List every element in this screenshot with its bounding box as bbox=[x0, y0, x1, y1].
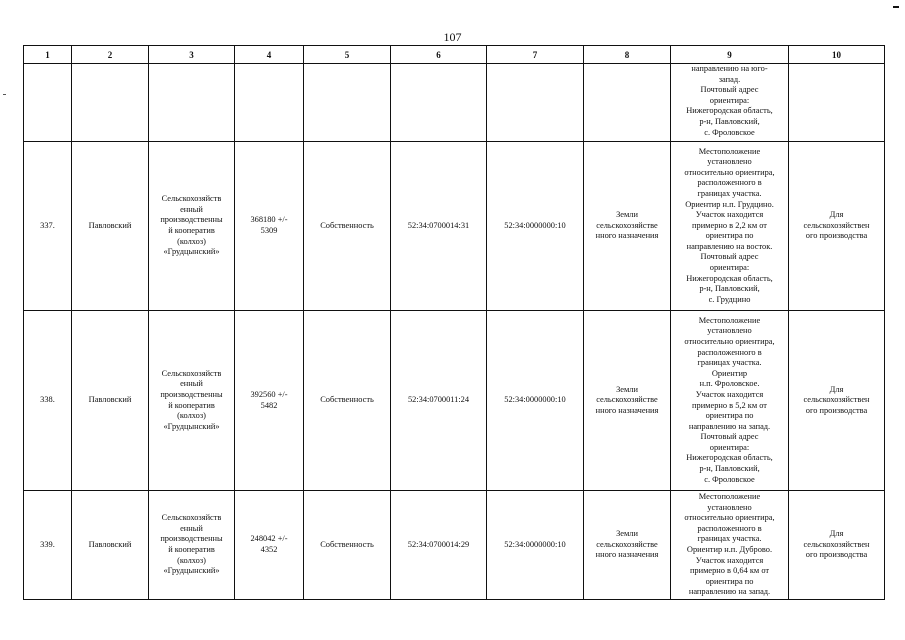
cell-text-line: Сельскохозяйств bbox=[161, 194, 222, 204]
cell-text-line: н.п. Фроловское. bbox=[699, 379, 760, 389]
cell-text-line: сельскохозяйствен bbox=[803, 539, 870, 549]
cell-text-line: относительно ориентира, bbox=[684, 167, 775, 177]
usage-cell bbox=[789, 491, 885, 600]
table-row bbox=[24, 142, 885, 311]
location-cell bbox=[671, 64, 789, 142]
cell-text-line: Почтовый адрес bbox=[700, 432, 759, 442]
cell-text-line: «Грудцынский» bbox=[163, 421, 220, 431]
right-type-cell: Собственность bbox=[304, 491, 391, 600]
cell-text-line: «Грудцынский» bbox=[163, 247, 220, 257]
parent-cadastral-cell: 52:34:0000000:10 bbox=[487, 142, 584, 311]
page-number: 107 bbox=[443, 30, 462, 44]
cadastral-number-cell: 52:34:0700014:31 bbox=[391, 142, 487, 311]
cell-text-line: ориентира по bbox=[705, 231, 754, 241]
owner-cell bbox=[149, 64, 235, 142]
table-row bbox=[24, 491, 885, 600]
cell-text-line: ориентира по bbox=[705, 576, 754, 586]
cell-text-line: запад. bbox=[718, 74, 741, 84]
cell-text-line: ориентира по bbox=[705, 411, 754, 421]
cell-text-line: с. Фроловское bbox=[704, 127, 755, 137]
cell-text-line: Для bbox=[829, 384, 844, 394]
column-header: 10 bbox=[789, 46, 885, 64]
cell-text-line: Участок находится bbox=[695, 555, 764, 565]
cell-text-line: (колхоз) bbox=[177, 236, 206, 246]
cell-text-line: Местоположение bbox=[698, 315, 761, 325]
column-header: 2 bbox=[72, 46, 149, 64]
cell-text-line: (колхоз) bbox=[177, 411, 206, 421]
district-cell: Павловский bbox=[72, 491, 149, 600]
scan-corner-mark bbox=[893, 6, 899, 8]
cell-text-line: производственны bbox=[160, 389, 223, 399]
usage-cell bbox=[789, 311, 885, 491]
cell-text-line: Нижегородская область, bbox=[686, 453, 773, 463]
cell-text-line: примерно в 0,64 км от bbox=[689, 566, 770, 576]
cell-text-line: ориентира: bbox=[709, 442, 750, 452]
cell-text-line: примерно в 5,2 км от bbox=[692, 400, 767, 410]
cell-text-line: Нижегородская область, bbox=[686, 106, 773, 116]
cell-text-line: относительно ориентира, bbox=[684, 336, 775, 346]
table-header-row bbox=[24, 46, 885, 64]
cell-text-line: енный bbox=[180, 379, 203, 389]
owner-cell bbox=[149, 491, 235, 600]
cell-text-line: Для bbox=[829, 210, 844, 220]
owner-cell bbox=[149, 311, 235, 491]
cell-text-line: нного назначения bbox=[595, 231, 659, 241]
cell-text-line: Сельскохозяйств bbox=[161, 513, 222, 523]
right-type-cell: Собственность bbox=[304, 142, 391, 311]
cell-text-line: ого производства bbox=[805, 231, 868, 241]
row-number-cell: 337. bbox=[24, 142, 72, 311]
land-category-cell bbox=[584, 64, 671, 142]
cell-text-line: границах участка. bbox=[697, 188, 762, 198]
cell-text-line: 392560 +/- bbox=[250, 389, 288, 399]
area-cell bbox=[235, 491, 304, 600]
cell-text-line: Земли bbox=[616, 384, 638, 394]
area-cell bbox=[235, 311, 304, 491]
cell-text-line: енный bbox=[180, 523, 203, 533]
column-header: 9 bbox=[671, 46, 789, 64]
cell-text-line: Ориентир bbox=[711, 368, 748, 378]
cell-text-line: Ориентир н.п. Дуброво. bbox=[686, 545, 773, 554]
cell-text-line: Участок находится bbox=[695, 389, 764, 399]
column-header: 6 bbox=[391, 46, 487, 64]
column-header: 5 bbox=[304, 46, 391, 64]
cell-text-line: 4352 bbox=[260, 545, 278, 554]
column-header: 8 bbox=[584, 46, 671, 64]
cell-text-line: относительно ориентира, bbox=[684, 513, 775, 523]
cell-text-line: Почтовый адрес bbox=[700, 252, 759, 262]
cell-text-line: производственны bbox=[160, 215, 223, 225]
district-cell: Павловский bbox=[72, 311, 149, 491]
cell-text-line: й кооператив bbox=[168, 400, 215, 410]
cadastral-number-cell: 52:34:0700014:29 bbox=[391, 491, 487, 600]
cell-text-line: направлению на восток. bbox=[686, 241, 773, 251]
row-number-cell: 338. bbox=[24, 311, 72, 491]
row-number-cell bbox=[24, 64, 72, 142]
cell-text-line: енный bbox=[180, 204, 203, 214]
cell-text-line: 248042 +/- bbox=[250, 534, 288, 544]
cell-text-line: Участок находится bbox=[695, 210, 764, 220]
area-cell bbox=[235, 64, 304, 142]
district-cell: Павловский bbox=[72, 142, 149, 311]
cell-text-line: ориентира: bbox=[709, 263, 750, 273]
cell-text-line: расположенного в bbox=[697, 523, 762, 533]
parent-cadastral-cell: 52:34:0000000:10 bbox=[487, 311, 584, 491]
cell-text-line: расположенного в bbox=[697, 347, 762, 357]
column-header: 3 bbox=[149, 46, 235, 64]
right-type-cell bbox=[304, 64, 391, 142]
cell-text-line: ориентира: bbox=[709, 95, 750, 105]
cell-text-line: ого производства bbox=[805, 550, 868, 560]
owner-cell bbox=[149, 142, 235, 311]
cell-text-line: направлению на запад. bbox=[688, 421, 771, 431]
cell-text-line: границах участка. bbox=[697, 534, 762, 544]
cell-text-line: производственны bbox=[160, 534, 223, 544]
cell-text-line: Нижегородская область, bbox=[686, 273, 773, 283]
right-type-cell: Собственность bbox=[304, 311, 391, 491]
cadastral-number-cell: 52:34:0700011:24 bbox=[391, 311, 487, 491]
cell-text-line: р-н, Павловский, bbox=[699, 116, 760, 126]
cell-text-line: р-н, Павловский, bbox=[699, 464, 760, 474]
cell-text-line: 5482 bbox=[260, 400, 278, 410]
cell-text-line: Земли bbox=[616, 210, 638, 220]
cell-text-line: направлению на юго- bbox=[691, 64, 768, 73]
cell-text-line: сельскохозяйстве bbox=[596, 220, 658, 230]
cell-text-line: Местоположение bbox=[698, 492, 761, 502]
cell-text-line: Сельскохозяйств bbox=[161, 368, 222, 378]
cell-text-line: границах участка. bbox=[697, 358, 762, 368]
table-row bbox=[24, 64, 885, 142]
cell-text-line: Для bbox=[829, 529, 844, 539]
cell-text-line: 368180 +/- bbox=[250, 215, 288, 225]
cell-text-line: сельскохозяйствен bbox=[803, 395, 870, 405]
scan-margin-mark bbox=[3, 94, 6, 95]
parent-cadastral-cell: 52:34:0000000:10 bbox=[487, 491, 584, 600]
cell-text-line: установлено bbox=[707, 326, 752, 336]
cell-text-line: направлению на запад. bbox=[688, 587, 771, 597]
cell-text-line: установлено bbox=[707, 502, 752, 512]
cell-text-line: Местоположение bbox=[698, 146, 761, 156]
column-header: 1 bbox=[24, 46, 72, 64]
cell-text-line: 5309 bbox=[260, 226, 278, 235]
cell-text-line: Ориентир н.п. Грудцино. bbox=[685, 199, 774, 209]
cell-text-line: р-н, Павловский, bbox=[699, 284, 760, 294]
location-cell bbox=[671, 311, 789, 491]
district-cell bbox=[72, 64, 149, 142]
cell-text-line: (колхоз) bbox=[177, 555, 206, 565]
table-row bbox=[24, 311, 885, 491]
column-header: 7 bbox=[487, 46, 584, 64]
cell-text-line: примерно в 2,2 км от bbox=[692, 220, 767, 230]
column-header: 4 bbox=[235, 46, 304, 64]
usage-cell bbox=[789, 142, 885, 311]
usage-cell bbox=[789, 64, 885, 142]
land-registry-table bbox=[23, 45, 885, 600]
cadastral-number-cell bbox=[391, 64, 487, 142]
cell-text-line: й кооператив bbox=[168, 545, 215, 554]
cell-text-line: нного назначения bbox=[595, 405, 659, 415]
area-cell bbox=[235, 142, 304, 311]
location-cell bbox=[671, 491, 789, 600]
cell-text-line: нного назначения bbox=[595, 550, 659, 560]
cell-text-line: с. Фроловское bbox=[704, 474, 755, 484]
cell-text-line: с. Грудцино bbox=[708, 294, 751, 304]
cell-text-line: установлено bbox=[707, 157, 752, 167]
cell-text-line: сельскохозяйстве bbox=[596, 395, 658, 405]
cell-text-line: й кооператив bbox=[168, 226, 215, 235]
location-cell bbox=[671, 142, 789, 311]
row-number-cell: 339. bbox=[24, 491, 72, 600]
parent-cadastral-cell bbox=[487, 64, 584, 142]
land-category-cell bbox=[584, 142, 671, 311]
cell-text-line: Почтовый адрес bbox=[700, 85, 759, 95]
cell-text-line: ого производства bbox=[805, 405, 868, 415]
land-category-cell bbox=[584, 311, 671, 491]
cell-text-line: расположенного в bbox=[697, 178, 762, 188]
land-category-cell bbox=[584, 491, 671, 600]
cell-text-line: сельскохозяйстве bbox=[596, 539, 658, 549]
cell-text-line: «Грудцынский» bbox=[163, 566, 220, 576]
cell-text-line: Земли bbox=[616, 529, 638, 539]
cell-text-line: сельскохозяйствен bbox=[803, 220, 870, 230]
